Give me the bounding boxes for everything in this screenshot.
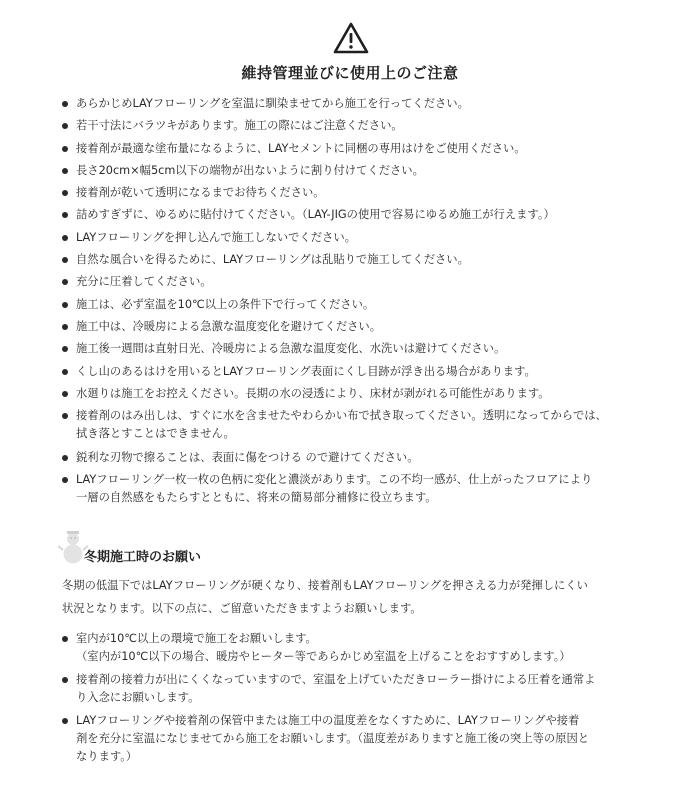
winter-request-item-text: 接着剤の接着力が出にくくなっていますので、室温を上げていただきローラー掛けによる圧着を通常よ — [76, 673, 596, 686]
winter-section-title: 冬期施工時のお願い — [84, 550, 202, 565]
caution-item-text: 施工は、必ず室温を10℃以上の条件下で行ってください。 — [76, 297, 375, 311]
caution-item-text: 自然な風合いを得るために、LAYフローリングは乱貼りで施工してください。 — [76, 253, 469, 267]
bullet-icon — [62, 455, 68, 461]
bullet-icon — [62, 302, 68, 308]
caution-item-text: 一層の自然感をもたらすとともに、将来の簡易部分補修に役立ちます。 — [76, 491, 437, 505]
caution-item-text: LAYフローリング一枚一枚の色柄に変化と濃淡があります。この不均一感が、仕上がったフロアにより — [76, 473, 593, 487]
bullet-icon — [62, 346, 68, 352]
caution-item — [62, 162, 652, 180]
bullet-icon — [62, 168, 68, 174]
caution-item — [62, 296, 652, 314]
bullet-icon — [62, 279, 68, 285]
caution-item-text: 施工後一週間は直射日光、冷暖房による急激な温度変化、水洗いは避けてください。 — [76, 342, 506, 356]
caution-item — [62, 449, 652, 467]
caution-item-text: あらかじめLAYフローリングを室温に馴染ませてから施工を行ってください。 — [76, 97, 469, 110]
bullet-icon — [62, 718, 68, 724]
bullet-icon — [62, 677, 68, 683]
caution-item-text: くし山のあるはけを用いるとLAYフローリング表面にくし目跡が浮き出る場合があります。 — [76, 364, 536, 378]
winter-intro — [62, 574, 652, 620]
caution-item-text: 若干寸法にバラツキがあります。施工の際にはご注意ください。 — [76, 119, 403, 133]
caution-item-text: 長さ20cm×幅5cm以下の端物が出ないように割り付けてください。 — [76, 163, 424, 177]
caution-item-text: LAYフローリングを押し込んで施工しないでください。 — [76, 230, 356, 244]
bullet-icon — [62, 235, 68, 241]
bullet-icon — [62, 257, 68, 263]
caution-item-text: 施工中は、冷暖房による急激な温度変化を避けてください。 — [76, 319, 382, 333]
caution-item — [62, 251, 652, 269]
winter-request-item-text: （室内が10℃以下の場合、暖房やヒーター等であらかじめ室温を上げることをおすすめします。） — [76, 650, 571, 663]
caution-item — [62, 140, 652, 158]
caution-item-text: 拭き落とすことはできません。 — [76, 427, 235, 441]
winter-intro-line: 状況となります。以下の点に、ご留意いただきますようお願いします。 — [62, 602, 422, 615]
winter-request-item — [62, 712, 652, 766]
winter-request-list — [62, 630, 652, 771]
bullet-icon — [62, 636, 68, 642]
caution-item-text: 水廻りは施工をお控えください。長期の水の浸透により、床材が剥がれる可能性があります。 — [76, 386, 550, 400]
bullet-icon — [62, 146, 68, 152]
caution-item — [62, 184, 652, 202]
warning-icon — [333, 22, 369, 54]
winter-request-item — [62, 671, 652, 707]
caution-item — [62, 318, 652, 336]
winter-request-item-text: 剤を充分に室温になじませてから施工をお願いします。（温度差がありますと施工後の突上等の原因と — [76, 732, 590, 745]
caution-item — [62, 471, 652, 507]
caution-item-text: 詰めすぎずに、ゆるめに貼付けてください。（LAY-JIGの使用で容易にゆるめ施工が行えます。） — [76, 208, 555, 222]
winter-request-item-text: 室内が10℃以上の環境で施工をお願いします。 — [76, 632, 317, 645]
winter-intro-line: 冬期の低温下ではLAYフローリングが硬くなり、接着剤もLAYフローリングを押さえる力が発揮しにくい — [62, 579, 588, 592]
bullet-icon — [62, 391, 68, 397]
bullet-icon — [62, 190, 68, 196]
winter-request-item — [62, 630, 652, 666]
bullet-icon — [62, 324, 68, 330]
caution-item — [62, 117, 652, 135]
caution-list — [62, 95, 652, 513]
winter-section-header — [58, 530, 358, 564]
bullet-icon — [62, 212, 68, 218]
caution-item-text: 接着剤が乾いて透明になるまでお待ちください。 — [76, 186, 325, 200]
caution-item — [62, 273, 652, 291]
caution-item — [62, 363, 652, 381]
winter-request-item-text: り入念にお願いします。 — [76, 691, 200, 704]
bullet-icon — [62, 101, 68, 107]
page-title: 維持管理並びに使用上のご注意 — [241, 64, 459, 82]
bullet-icon — [62, 413, 68, 419]
bullet-icon — [62, 477, 68, 483]
caution-item — [62, 206, 652, 224]
bullet-icon — [62, 369, 68, 375]
caution-item — [62, 407, 652, 443]
caution-item — [62, 229, 652, 247]
caution-item-text: 接着剤のはみ出しは、すぐに水を含ませたやわらかい布で拭き取ってください。透明になってからでは、 — [76, 409, 607, 423]
winter-request-item-text: LAYフローリングや接着剤の保管中または施工中の温度差をなくすために、LAYフローリングや接着 — [76, 714, 580, 727]
winter-request-item-text: なります。） — [76, 750, 138, 763]
caution-item — [62, 95, 652, 113]
caution-item-text: 鋭利な刃物で擦ることは、表面に傷をつける ので避けてください。 — [76, 451, 419, 465]
caution-item — [62, 340, 652, 358]
caution-item — [62, 385, 652, 403]
caution-item-text: 充分に圧着してください。 — [76, 275, 212, 289]
caution-item-text: 接着剤が最適な塗布量になるように、LAYセメントに同梱の専用はけをご使用ください。 — [76, 141, 526, 155]
bullet-icon — [62, 123, 68, 129]
